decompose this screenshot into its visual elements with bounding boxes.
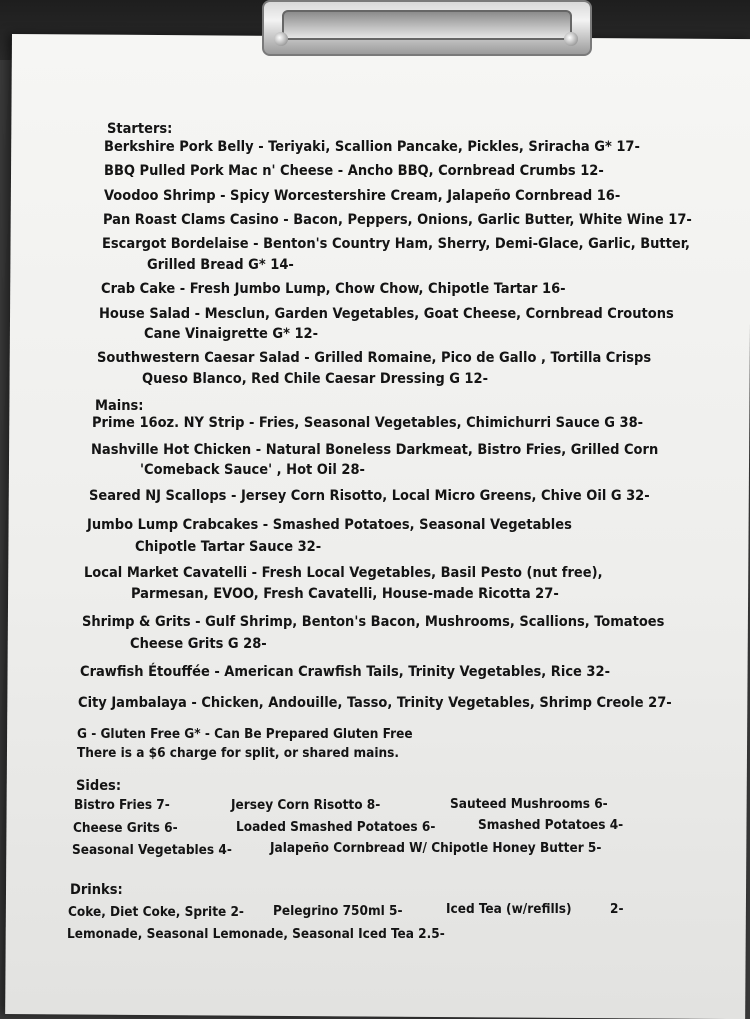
dish-name: House Salad [99,306,191,322]
side-item: Seasonal Vegetables 4- [72,842,232,858]
sides-heading: Sides: [76,778,122,794]
dish-desc: - Fresh Local Vegetables, Basil Pesto (nut free), [247,565,603,581]
dish-desc-continued: Grilled Bread G* 14- [147,257,294,273]
dish-name: Jumbo Lump Crabcakes [87,517,259,533]
dish-desc: - Fries, Seasonal Vegetables, Chimichurri Sauce G 38- [244,415,644,431]
drink-item: Coke, Diet Coke, Sprite 2- [68,904,244,920]
dish-name: City Jambalaya [78,695,187,711]
drinks-heading: Drinks: [70,882,123,898]
mains-heading: Mains: [95,398,144,414]
dish-desc: - Ancho BBQ, Cornbread Crumbs 12- [333,163,604,179]
drink-item: Pelegrino 750ml 5- [273,903,403,919]
dish-name: Southwestern Caesar Salad [97,350,300,366]
dish-desc: - Smashed Potatoes, Seasonal Vegetables [258,517,572,533]
gluten-note: G - Gluten Free G* - Can Be Prepared Gluten Free [77,726,413,742]
dish-desc-continued: Queso Blanco, Red Chile Caesar Dressing G 12- [142,371,489,387]
side-item: Sauteed Mushrooms 6- [450,796,608,812]
starters-heading: Starters: [107,121,173,137]
main-item [84,566,603,581]
side-item: Loaded Smashed Potatoes 6- [236,819,436,835]
starter-item [104,189,620,204]
dish-desc: - Fresh Jumbo Lump, Chow Chow, Chipotle Tartar 16- [175,281,566,297]
drink-item: Lemonade, Seasonal Lemonade, Seasonal Iced Tea 2.5- [67,926,445,942]
side-item: Bistro Fries 7- [74,797,170,813]
dish-name: Crawfish Étouffée [80,664,210,680]
main-item [92,416,643,431]
dish-name: Crab Cake [101,281,176,297]
dish-name: Shrimp & Grits [82,614,191,630]
main-item [87,518,572,533]
starter-item [103,213,692,228]
drink-item: Iced Tea (w/refills) [446,901,572,917]
main-item [89,489,650,504]
dish-desc: - Teriyaki, Scallion Pancake, Pickles, Sriracha G* 17- [253,139,640,155]
dish-name: Local Market Cavatelli [84,565,248,581]
dish-desc-continued: 'Comeback Sauce' , Hot Oil 28- [140,462,365,478]
dish-desc: - Mesclun, Garden Vegetables, Goat Cheese, Cornbread Croutons [190,306,674,322]
dish-desc: - Benton's Country Ham, Sherry, Demi-Glace, Garlic, Butter, [248,236,691,252]
starter-item [104,140,640,155]
dish-name: Escargot Bordelaise [102,236,249,252]
side-item: Smashed Potatoes 4- [478,817,624,833]
dish-desc-continued: Parmesan, EVOO, Fresh Cavatelli, House-made Ricotta 27- [131,586,559,602]
split-charge-note: There is a $6 charge for split, or shared mains. [77,745,400,761]
dish-desc: - Chicken, Andouille, Tasso, Trinity Vegetables, Shrimp Creole 27- [186,695,672,711]
main-item [91,443,658,458]
dish-desc: - Grilled Romaine, Pico de Gallo , Tortilla Crisps [299,350,652,366]
starter-item [102,237,690,252]
starter-item [99,307,674,322]
dish-desc-continued: Cane Vinaigrette G* 12- [144,326,319,342]
dish-desc: - Spicy Worcestershire Cream, Jalapeño Cornbread 16- [215,188,621,204]
dish-desc: - Bacon, Peppers, Onions, Garlic Butter, White Wine 17- [278,212,692,228]
dish-desc-continued: Cheese Grits G 28- [130,636,267,652]
dish-name: Prime 16oz. NY Strip [92,415,245,431]
dish-name: Voodoo Shrimp [104,188,216,204]
side-item: Jersey Corn Risotto 8- [231,797,381,813]
side-item: Jalapeño Cornbread W/ Chipotle Honey Butter 5- [270,840,602,856]
main-item [82,615,664,630]
dish-desc: - Gulf Shrimp, Benton's Bacon, Mushrooms, Scallions, Tomatoes [190,614,665,630]
starter-item [104,164,604,179]
side-item: Cheese Grits 6- [73,820,178,836]
dish-desc: - Jersey Corn Risotto, Local Micro Greens, Chive Oil G 32- [226,488,650,504]
dish-desc: - Natural Boneless Darkmeat, Bistro Fries, Grilled Corn [251,442,659,458]
dish-name: Nashville Hot Chicken [91,442,252,458]
dish-name: Berkshire Pork Belly [104,139,254,155]
dish-name: BBQ Pulled Pork Mac n' Cheese [104,163,334,179]
dish-desc: - American Crawfish Tails, Trinity Vegetables, Rice 32- [209,664,611,680]
dish-name: Seared NJ Scallops [89,488,227,504]
starter-item [101,282,566,297]
starter-item [97,351,651,366]
dish-desc-continued: Chipotle Tartar Sauce 32- [135,539,322,555]
drink-price: 2- [610,901,624,917]
main-item [80,665,610,680]
dish-name: Pan Roast Clams Casino [103,212,279,228]
main-item [78,696,672,711]
